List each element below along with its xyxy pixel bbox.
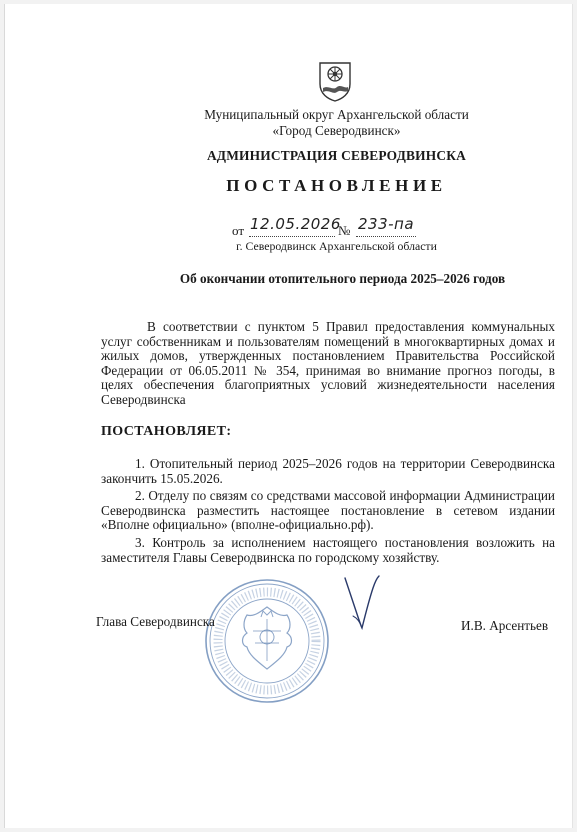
resolution-item-1: 1. Отопительный период 2025–2026 годов на территории Северодвинска закончить 15.05.2026.	[101, 456, 555, 486]
issuing-city: г. Северодвинск Архангельской области	[236, 239, 437, 253]
signatory-name: И.В. Арсентьев	[461, 618, 549, 633]
org-line-1: Муниципальный округ Архангельской области	[204, 107, 469, 122]
official-seal-stamp	[203, 577, 331, 705]
number-label: №	[338, 223, 351, 238]
document-number: 233-па	[358, 215, 415, 233]
signatory-position: Глава Северодвинска	[96, 614, 215, 629]
administration-title: АДМИНИСТРАЦИЯ СЕВЕРОДВИНСКА	[206, 148, 467, 163]
resolves-heading: ПОСТАНОВЛЯЕТ:	[101, 424, 232, 439]
resolution-item-2: 2. Отделу по связям со средствами массовой информации Администрации Северодвинска разместить настоящее постановление в сетевом издании «Вполне официально» (вполне-официально.рф).	[101, 488, 555, 532]
preamble-paragraph: В соответствии с пунктом 5 Правил предоставления коммунальных услуг собственникам и пользователям помещений в многоквартирных домах и жилых домов, утвержденных постановлением Правительства Российской Федерации от 06.05.2011 № 354, принимая во внимание прогноз погоды, в целях обеспечения благоприятных условий жизнедеятельности населения Северодвинска	[101, 319, 555, 407]
org-line-2: «Город Северодвинск»	[272, 123, 401, 138]
handwritten-signature	[335, 572, 385, 632]
date-from-label: от	[232, 223, 245, 238]
document-type-title: ПОСТАНОВЛЕНИЕ	[226, 176, 447, 195]
document-subject: Об окончании отопительного периода 2025–2026 годов	[179, 271, 506, 286]
coat-of-arms-icon	[317, 60, 353, 102]
resolution-item-3: 3. Контроль за исполнением настоящего постановления возложить на заместителя Главы Северодвинска по городскому хозяйству.	[101, 535, 555, 565]
date-number-line	[232, 217, 432, 239]
document-date: 12.05.2026	[250, 215, 341, 233]
number-underline	[356, 236, 416, 237]
date-underline	[249, 236, 335, 237]
